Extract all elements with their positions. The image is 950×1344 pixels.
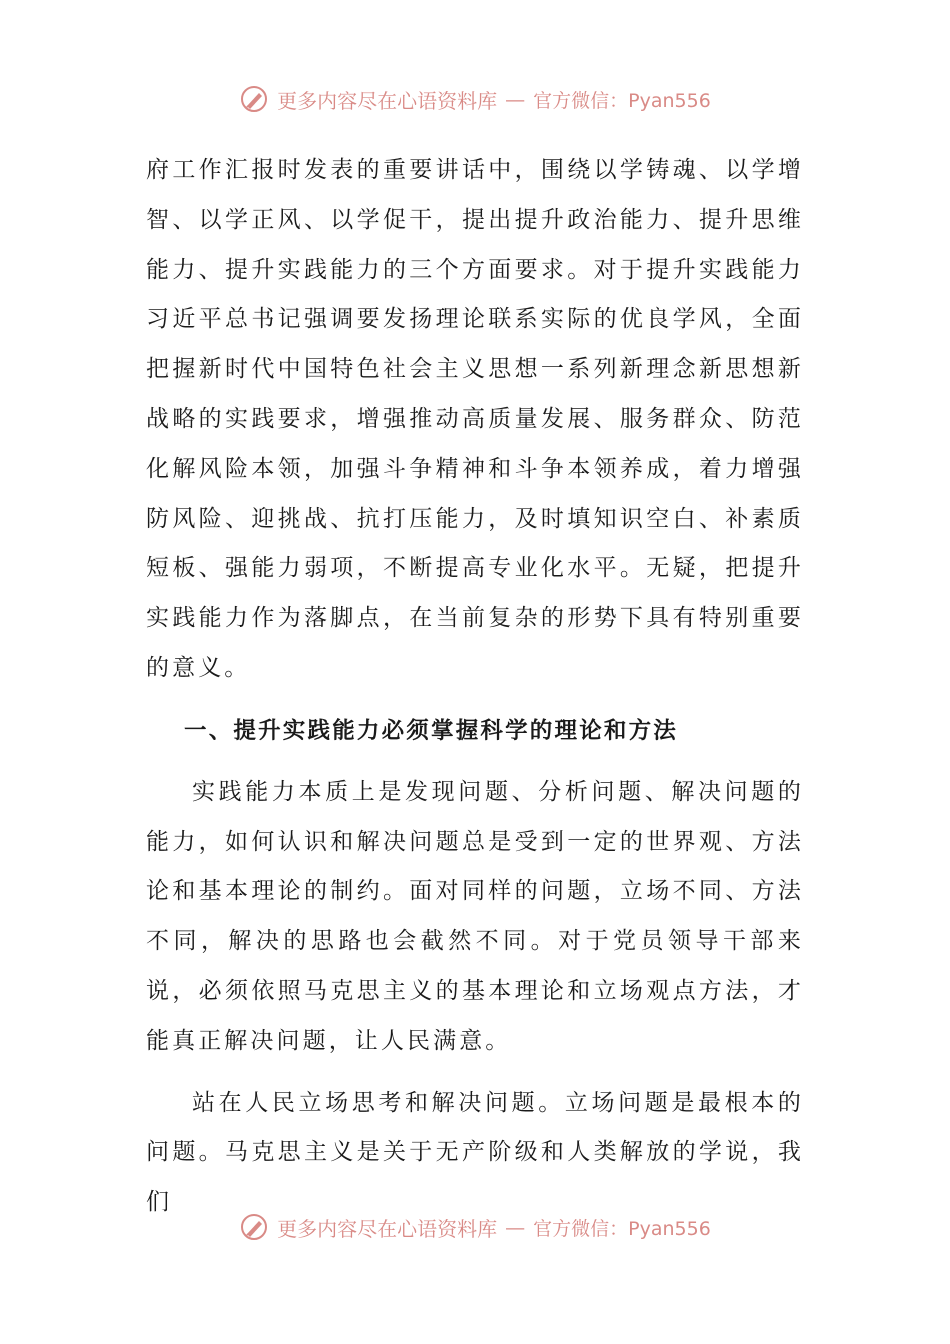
watermark-main-text: 更多内容尽在心语资料库 <box>277 1216 498 1241</box>
footer-watermark <box>0 1212 950 1242</box>
watermark-suffix-text: 官方微信：Pyan556 <box>533 89 711 112</box>
document-body <box>146 146 804 1228</box>
paragraph-3: 站在人民立场思考和解决问题。立场问题是最根本的问题。马克思主义是关于无产阶级和人类解放的学说，我们 <box>146 1089 804 1216</box>
watermark-dash: — <box>505 1215 526 1239</box>
section-heading-1: 一、提升实践能力必须掌握科学的理论和方法 <box>184 717 679 744</box>
paragraph-1: 府工作汇报时发表的重要讲话中，围绕以学铸魂、以学增智、以学正风、以学促干，提出提升政治能力、提升思维能力、提升实践能力的三个方面要求。对于提升实践能力习近平总书记强调要发扬理论联系实际的优良学风，全面把握新时代中国特色社会主义思想一系列新理念新思想新战略的实践要求，增强推动高质量发展、服务群众、防范化解风险本领，加强斗争精神和斗争本领养成，着力增强防风险、迎挑战、抗打压能力，及时填知识空白、补素质短板、强能力弱项，不断提高专业化水平。无疑，把提升实践能力作为落脚点，在当前复杂的形势下具有特别重要的意义。 <box>146 157 804 681</box>
watermark-main-text: 更多内容尽在心语资料库 <box>277 88 498 113</box>
header-watermark <box>0 84 950 114</box>
pen-icon <box>239 1212 269 1242</box>
watermark-suffix-text: 官方微信：Pyan556 <box>533 1217 711 1240</box>
watermark-dash: — <box>505 87 526 111</box>
paragraph-2: 实践能力本质上是发现问题、分析问题、解决问题的能力，如何认识和解决问题总是受到一定的世界观、方法论和基本理论的制约。面对同样的问题，立场不同、方法不同，解决的思路也会截然不同。对于党员领导干部来说，必须依照马克思主义的基本理论和立场观点方法，才能真正解决问题，让人民满意。 <box>146 778 804 1054</box>
pen-icon <box>239 84 269 114</box>
